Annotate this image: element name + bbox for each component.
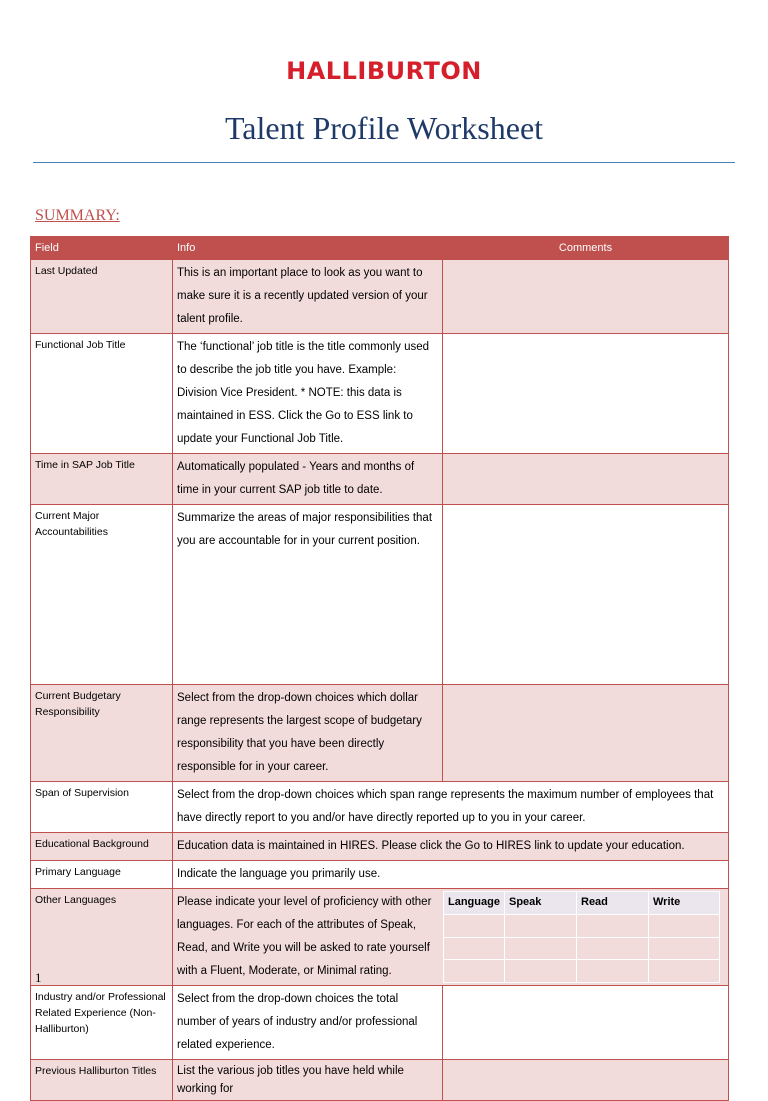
write-column-header: Write: [649, 892, 720, 915]
language-input-cell[interactable]: [444, 960, 505, 983]
field-label: Educational Background: [31, 833, 173, 861]
read-input-cell[interactable]: [577, 937, 649, 960]
speak-input-cell[interactable]: [505, 960, 577, 983]
table-row: [31, 986, 729, 1060]
table-row: [31, 861, 729, 889]
field-label: Time in SAP Job Title: [31, 454, 173, 505]
summary-table: [30, 236, 729, 1101]
table-row: [31, 334, 729, 454]
field-info: Education data is maintained in HIRES. Please click the Go to HIRES link to update your education.: [173, 833, 729, 861]
field-label: Span of Supervision: [31, 782, 173, 833]
field-label: Last Updated: [31, 260, 173, 334]
table-row: [31, 260, 729, 334]
field-label: Current Budgetary Responsibility: [31, 685, 173, 782]
table-row: [31, 833, 729, 861]
section-heading-summary: SUMMARY:: [35, 207, 120, 224]
company-logo: HALLIBURTON: [286, 57, 482, 85]
comments-cell[interactable]: [443, 986, 729, 1060]
field-label: Other Languages: [31, 889, 173, 986]
language-column-header: Language: [444, 892, 505, 915]
table-row: [31, 1060, 729, 1101]
field-label: Current Major Accountabilities: [31, 505, 173, 685]
language-input-cell[interactable]: [444, 914, 505, 937]
field-label: Previous Halliburton Titles: [31, 1060, 173, 1101]
table-row: [31, 889, 729, 986]
speak-input-cell[interactable]: [505, 937, 577, 960]
comments-cell[interactable]: [443, 1060, 729, 1101]
column-header-field: Field: [31, 237, 173, 260]
field-info: The ‘functional’ job title is the title commonly used to describe the job title you have. Example: Division Vice President. * NOTE: this data is maintained in ESS. Click the Go to ESS link to update your Functional Job Title.: [173, 334, 443, 454]
write-input-cell[interactable]: [649, 937, 720, 960]
language-proficiency-table: [443, 891, 720, 983]
field-info: Automatically populated - Years and months of time in your current SAP job title to date.: [173, 454, 443, 505]
field-info: Select from the drop-down choices which span range represents the maximum number of employees that have directly report to you and/or have directly reported up to you in your career.: [173, 782, 729, 833]
page-title: Talent Profile Worksheet: [224, 110, 544, 146]
table-row: [31, 782, 729, 833]
field-info: Select from the drop-down choices which dollar range represents the largest scope of budgetary responsibility that you have been directly responsible for in your career.: [173, 685, 443, 782]
read-input-cell[interactable]: [577, 914, 649, 937]
table-row: [31, 505, 729, 685]
table-row: [31, 685, 729, 782]
field-info: Select from the drop-down choices the total number of years of industry and/or professional related experience.: [173, 986, 443, 1060]
field-label: Primary Language: [31, 861, 173, 889]
language-input-cell[interactable]: [444, 937, 505, 960]
comments-cell[interactable]: [443, 334, 729, 454]
field-label: Functional Job Title: [31, 334, 173, 454]
field-info: Summarize the areas of major responsibilities that you are accountable for in your current position.: [173, 505, 443, 685]
field-info: [173, 889, 729, 986]
comments-cell[interactable]: [443, 454, 729, 505]
column-header-comments: Comments: [443, 237, 729, 260]
comments-cell[interactable]: [443, 260, 729, 334]
field-label: Industry and/or Professional Related Experience (Non-Halliburton): [31, 986, 173, 1060]
title-divider: [33, 162, 735, 163]
table-header-row: [31, 237, 729, 260]
field-info: List the various job titles you have held while working for: [173, 1060, 443, 1101]
other-languages-info: Please indicate your level of proficiency with other languages. For each of the attributes of Speak, Read, and Write you will be asked to rate yourself with a Fluent, Moderate, or Minimal rating.: [177, 896, 432, 977]
column-header-info: Info: [173, 237, 443, 260]
table-row: [31, 454, 729, 505]
comments-cell[interactable]: [443, 505, 729, 685]
write-input-cell[interactable]: [649, 914, 720, 937]
field-info: Indicate the language you primarily use.: [173, 861, 729, 889]
read-column-header: Read: [577, 892, 649, 915]
speak-input-cell[interactable]: [505, 914, 577, 937]
speak-column-header: Speak: [505, 892, 577, 915]
read-input-cell[interactable]: [577, 960, 649, 983]
write-input-cell[interactable]: [649, 960, 720, 983]
field-info: This is an important place to look as you want to make sure it is a recently updated version of your talent profile.: [173, 260, 443, 334]
page-number: 1: [35, 970, 42, 985]
comments-cell[interactable]: [443, 685, 729, 782]
